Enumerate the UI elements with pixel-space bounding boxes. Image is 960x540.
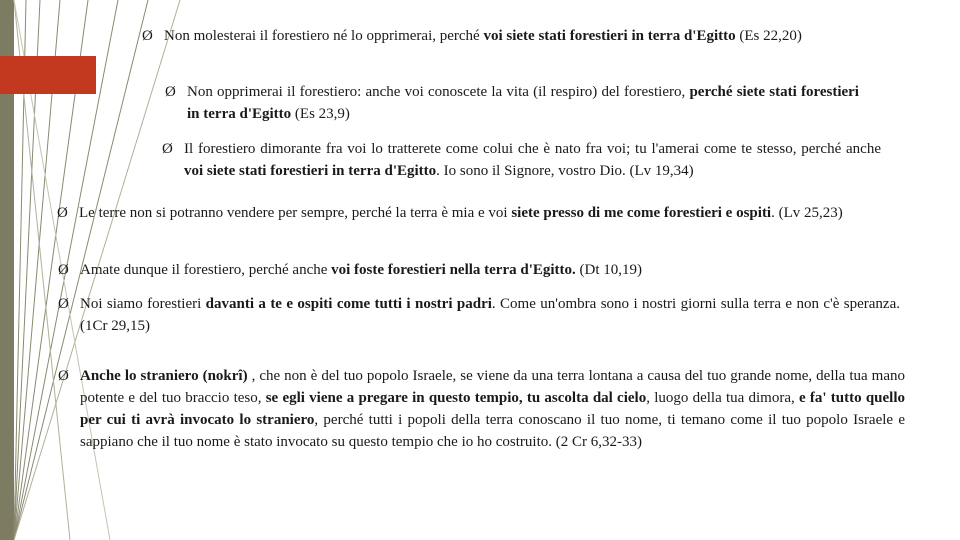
text-run: , luogo della tua dimora, xyxy=(646,390,799,406)
arrow-bullet-icon: Ø xyxy=(58,262,69,278)
emphasis-text: voi siete stati forestieri in terra d'Egitto xyxy=(483,28,736,44)
arrow-bullet-icon: Ø xyxy=(58,368,69,384)
emphasis-text: se egli viene a pregare in questo tempio, tu ascolta dal cielo xyxy=(265,390,647,406)
quote-item xyxy=(58,365,906,453)
arrow-bullet-icon: Ø xyxy=(57,205,68,221)
quote-item xyxy=(162,138,881,182)
text-run: . (Lv 25,23) xyxy=(771,205,843,221)
quote-text xyxy=(80,262,642,278)
text-run: Amate dunque il forestiero, perché anche xyxy=(80,262,332,278)
arrow-bullet-icon: Ø xyxy=(165,84,176,100)
quote-text xyxy=(164,28,802,44)
text-run: Noi siamo forestieri xyxy=(80,296,206,312)
arrow-bullet-icon: Ø xyxy=(142,28,153,44)
emphasis-text: e fa' tutto quello per cui ti avrà invocato lo straniero xyxy=(80,390,905,428)
quote-item xyxy=(58,293,900,337)
arrow-bullet-icon: Ø xyxy=(162,141,173,157)
text-run: Il forestiero dimorante fra voi lo tratterete come colui che è nato fra voi; tu l'amerai come te stesso, perché anche xyxy=(184,141,881,157)
text-run: Non molesterai il forestiero né lo opprimerai, perché xyxy=(164,28,484,44)
quote-text xyxy=(184,141,881,179)
text-run: , perché tutti i popoli della terra conoscano il tuo nome, ti temano come il tuo popolo Israele e sappiano che il tuo nome è stato invocato su questo tempio che io ho costruito. (2 Cr 6,32-33) xyxy=(80,412,906,450)
quote-item xyxy=(165,81,859,125)
quote-text xyxy=(80,296,900,334)
quote-text xyxy=(80,368,905,450)
text-run: (Dt 10,19) xyxy=(575,262,643,278)
text-run: . Come un'ombra sono i nostri giorni sulla terra e non c'è speranza. (1Cr 29,15) xyxy=(80,296,900,334)
emphasis-text: voi foste forestieri nella terra d'Egitto. xyxy=(331,262,576,278)
accent-tab xyxy=(0,56,96,94)
emphasis-text: perché siete stati forestieri in terra d'Egitto xyxy=(187,84,859,122)
quote-item xyxy=(58,259,880,281)
text-run: (Es 22,20) xyxy=(735,28,802,44)
quote-text xyxy=(187,84,859,122)
quote-item xyxy=(142,25,874,47)
emphasis-text: voi siete stati forestieri in terra d'Egitto xyxy=(184,163,437,179)
quote-text xyxy=(79,205,843,221)
emphasis-text: davanti a te e ospiti come tutti i nostri padri xyxy=(205,296,492,312)
text-run: Le terre non si potranno vendere per sempre, perché la terra è mia e voi xyxy=(79,205,512,221)
arrow-bullet-icon: Ø xyxy=(58,296,69,312)
emphasis-text: Anche lo straniero (nokrî) xyxy=(80,368,248,384)
text-run: (Es 23,9) xyxy=(291,106,350,122)
quote-item xyxy=(57,202,873,224)
text-run: . Io sono il Signore, vostro Dio. (Lv 19,34) xyxy=(436,163,694,179)
text-run: , che non è del tuo popolo Israele, se viene da una terra lontana a causa del tuo grande nome, della tua mano potente e del tuo braccio teso, xyxy=(80,368,905,406)
emphasis-text: siete presso di me come forestieri e ospiti xyxy=(511,205,772,221)
text-run: Non opprimerai il forestiero: anche voi conoscete la vita (il respiro) del forestiero, xyxy=(187,84,690,100)
